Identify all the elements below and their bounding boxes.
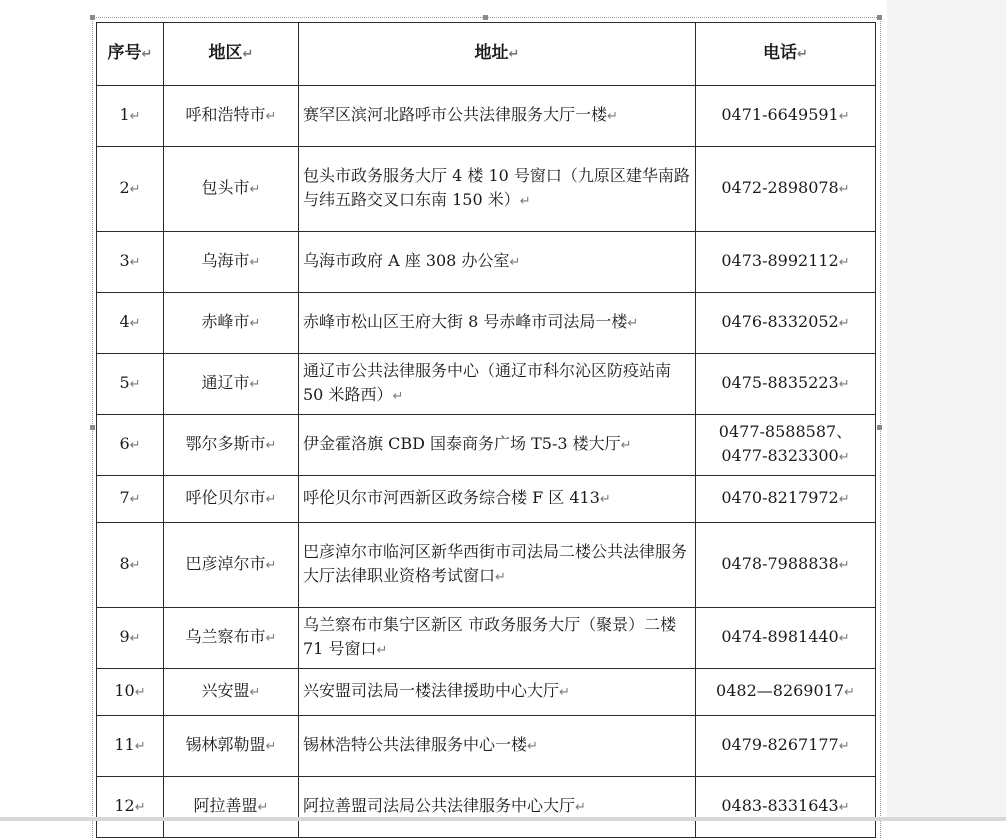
header-region[interactable]: 地区↵	[164, 23, 299, 86]
cell-num[interactable]: 2↵	[97, 147, 164, 232]
cell-num[interactable]: 10↵	[97, 669, 164, 716]
cell-phone[interactable]: 0470-8217972↵	[696, 476, 876, 523]
header-num[interactable]: 序号↵	[97, 23, 164, 86]
cell-address[interactable]: 赛罕区滨河北路呼市公共法律服务大厅一楼↵	[299, 86, 696, 147]
table-row	[97, 608, 876, 669]
table-row	[97, 523, 876, 608]
cell-region[interactable]: 乌兰察布市↵	[164, 608, 299, 669]
page-margin-area	[887, 0, 1006, 821]
cell-region[interactable]: 呼和浩特市↵	[164, 86, 299, 147]
cell-phone[interactable]: 0482—8269017↵	[696, 669, 876, 716]
cell-num[interactable]: 9↵	[97, 608, 164, 669]
cell-num[interactable]: 11↵	[97, 716, 164, 777]
cell-num[interactable]: 6↵	[97, 415, 164, 476]
cell-address[interactable]: 通辽市公共法律服务中心（通辽市科尔沁区防疫站南 50 米路西）↵	[299, 354, 696, 415]
cell-region[interactable]: 乌海市↵	[164, 232, 299, 293]
table-row	[97, 86, 876, 147]
cell-region[interactable]: 巴彦淖尔市↵	[164, 523, 299, 608]
resize-handle-middle-right[interactable]	[877, 425, 882, 430]
cell-region[interactable]: 锡林郭勒盟↵	[164, 716, 299, 777]
cell-address[interactable]: 锡林浩特公共法律服务中心一楼↵	[299, 716, 696, 777]
cell-address[interactable]: 包头市政务服务大厅 4 楼 10 号窗口（九原区建华南路与纬五路交叉口东南 150 米）↵	[299, 147, 696, 232]
cell-num[interactable]: 12↵	[97, 777, 164, 838]
cell-region[interactable]: 通辽市↵	[164, 354, 299, 415]
table-row	[97, 476, 876, 523]
cell-num[interactable]: 1↵	[97, 86, 164, 147]
table-row	[97, 232, 876, 293]
cell-address[interactable]: 赤峰市松山区王府大街 8 号赤峰市司法局一楼↵	[299, 293, 696, 354]
contact-table	[96, 22, 876, 838]
cell-region[interactable]: 阿拉善盟↵	[164, 777, 299, 838]
table-row	[97, 415, 876, 476]
table-row	[97, 716, 876, 777]
resize-handle-middle-left[interactable]	[90, 425, 95, 430]
cell-num[interactable]: 8↵	[97, 523, 164, 608]
cell-phone[interactable]: 0483-8331643↵	[696, 777, 876, 838]
cell-num[interactable]: 7↵	[97, 476, 164, 523]
table-row	[97, 354, 876, 415]
cell-phone[interactable]: 0478-7988838↵	[696, 523, 876, 608]
cell-phone[interactable]: 0472-2898078↵	[696, 147, 876, 232]
cell-phone[interactable]: 0471-6649591↵	[696, 86, 876, 147]
cell-num[interactable]: 4↵	[97, 293, 164, 354]
cell-address[interactable]: 呼伦贝尔市河西新区政务综合楼 F 区 413↵	[299, 476, 696, 523]
cell-phone[interactable]: 0476-8332052↵	[696, 293, 876, 354]
cell-address[interactable]: 乌兰察布市集宁区新区 市政务服务大厅（聚景）二楼 71 号窗口↵	[299, 608, 696, 669]
cell-region[interactable]: 鄂尔多斯市↵	[164, 415, 299, 476]
cell-region[interactable]: 包头市↵	[164, 147, 299, 232]
table-row	[97, 147, 876, 232]
header-phone[interactable]: 电话↵	[696, 23, 876, 86]
cell-address[interactable]: 兴安盟司法局一楼法律援助中心大厅↵	[299, 669, 696, 716]
resize-handle-top-middle[interactable]	[483, 15, 488, 20]
cell-address[interactable]: 乌海市政府 A 座 308 办公室↵	[299, 232, 696, 293]
resize-handle-top-right[interactable]	[877, 15, 882, 20]
table-header-row	[97, 23, 876, 86]
cell-num[interactable]: 5↵	[97, 354, 164, 415]
cell-phone[interactable]: 0479-8267177↵	[696, 716, 876, 777]
cell-phone[interactable]: 0477-8588587、0477-8323300↵	[696, 415, 876, 476]
cell-num[interactable]: 3↵	[97, 232, 164, 293]
cell-address[interactable]: 阿拉善盟司法局公共法律服务中心大厅↵	[299, 777, 696, 838]
cell-region[interactable]: 呼伦贝尔市↵	[164, 476, 299, 523]
table-row	[97, 777, 876, 838]
cell-region[interactable]: 兴安盟↵	[164, 669, 299, 716]
cell-address[interactable]: 伊金霍洛旗 CBD 国泰商务广场 T5-3 楼大厅↵	[299, 415, 696, 476]
table-row	[97, 293, 876, 354]
page-bottom-edge	[0, 817, 1006, 821]
cell-phone[interactable]: 0475-8835223↵	[696, 354, 876, 415]
cell-region[interactable]: 赤峰市↵	[164, 293, 299, 354]
cell-phone[interactable]: 0473-8992112↵	[696, 232, 876, 293]
table-row	[97, 669, 876, 716]
header-address[interactable]: 地址↵	[299, 23, 696, 86]
resize-handle-top-left[interactable]	[90, 15, 95, 20]
cell-phone[interactable]: 0474-8981440↵	[696, 608, 876, 669]
cell-address[interactable]: 巴彦淖尔市临河区新华西街市司法局二楼公共法律服务大厅法律职业资格考试窗口↵	[299, 523, 696, 608]
